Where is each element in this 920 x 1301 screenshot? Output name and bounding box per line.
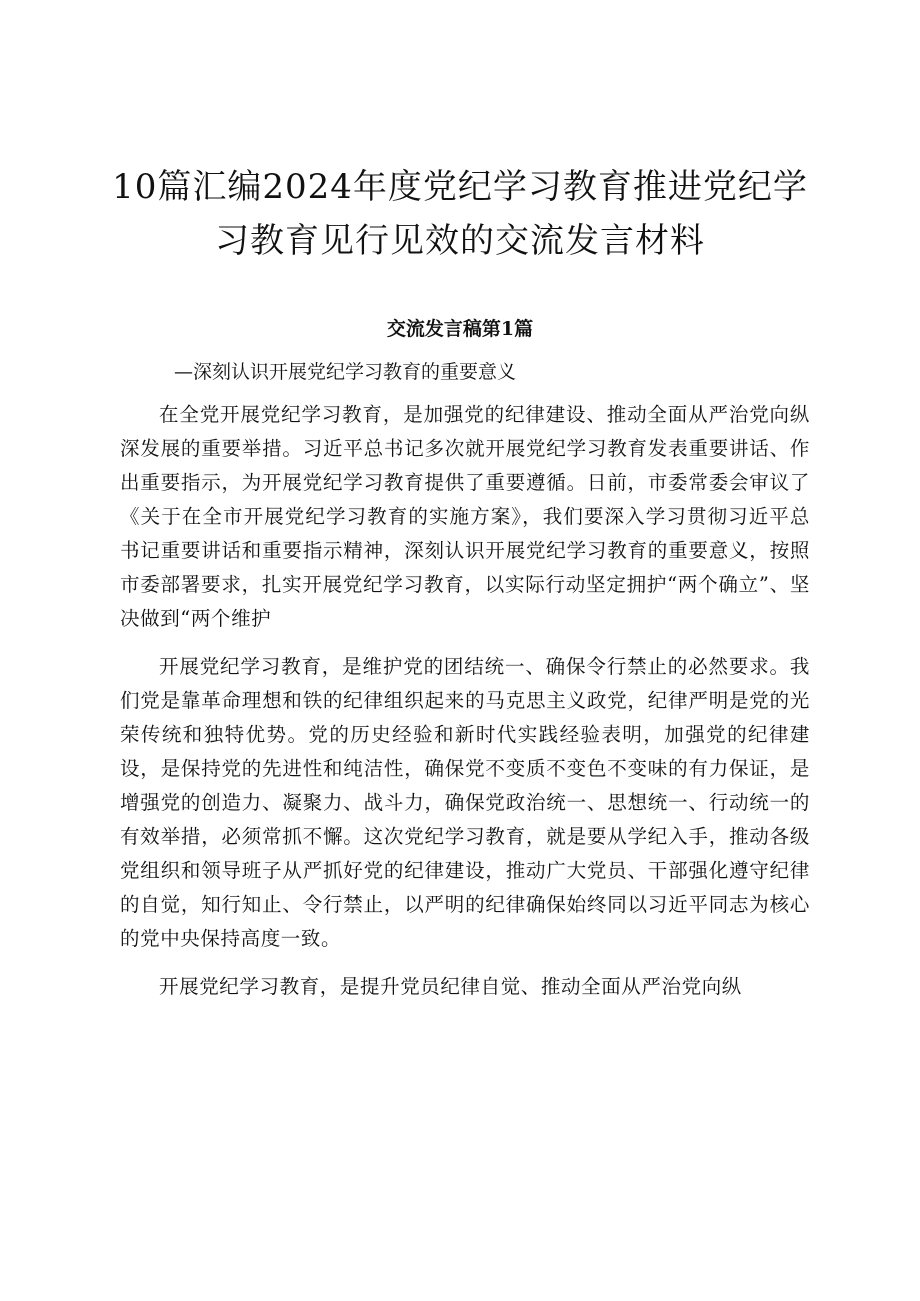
body-paragraph-2: 开展党纪学习教育，是维护党的团结统一、确保令行禁止的必然要求。我们党是靠革命理想和铁的纪律组织起来的马克思主义政党，纪律严明是党的光荣传统和独特优势。党的历史经验和新时代实践经验表明，加强党的纪律建设，是保持党的先进性和纯洁性，确保党不变质不变色不变味的有力保证，是增强党的创造力、凝聚力、战斗力，确保党政治统一、思想统一、行动统一的有效举措，必须常抓不懈。这次党纪学习教育，就是要从学纪入手，推动各级党组织和领导班子从严抓好党的纪律建设，推动广大党员、干部强化遵守纪律的自觉，知行知止、令行禁止，以严明的纪律确保始终同以习近平同志为核心的党中央保持高度一致。	[120, 655, 810, 950]
sub-heading: —深刻认识开展党纪学习教育的重要意义	[174, 361, 517, 383]
document-body	[120, 398, 810, 1018]
document-title-line-2: 习教育见行见效的交流发言材料	[215, 221, 705, 261]
body-paragraph-1: 在全党开展党纪学习教育，是加强党的纪律建设、推动全面从严治党向纵深发展的重要举措。习近平总书记多次就开展党纪学习教育发表重要讲话、作出重要指示，为开展党纪学习教育提供了重要遵循。日前，市委常委会审议了《关于在全市开展党纪学习教育的实施方案》，我们要深入学习贯彻习近平总书记重要讲话和重要指示精神，深刻认识开展党纪学习教育的重要意义，按照市委部署要求，扎实开展党纪学习教育，以实际行动坚定拥护“两个确立”、坚决做到“两个维护	[120, 403, 810, 630]
document-title-line-1: 10篇汇编2024年度党纪学习教育推进党纪学	[112, 167, 808, 207]
document-title	[110, 160, 810, 268]
section-heading: 交流发言稿第1篇	[386, 318, 534, 340]
body-paragraph-3: 开展党纪学习教育，是提升党员纪律自觉、推动全面从严治党向纵	[159, 975, 742, 998]
